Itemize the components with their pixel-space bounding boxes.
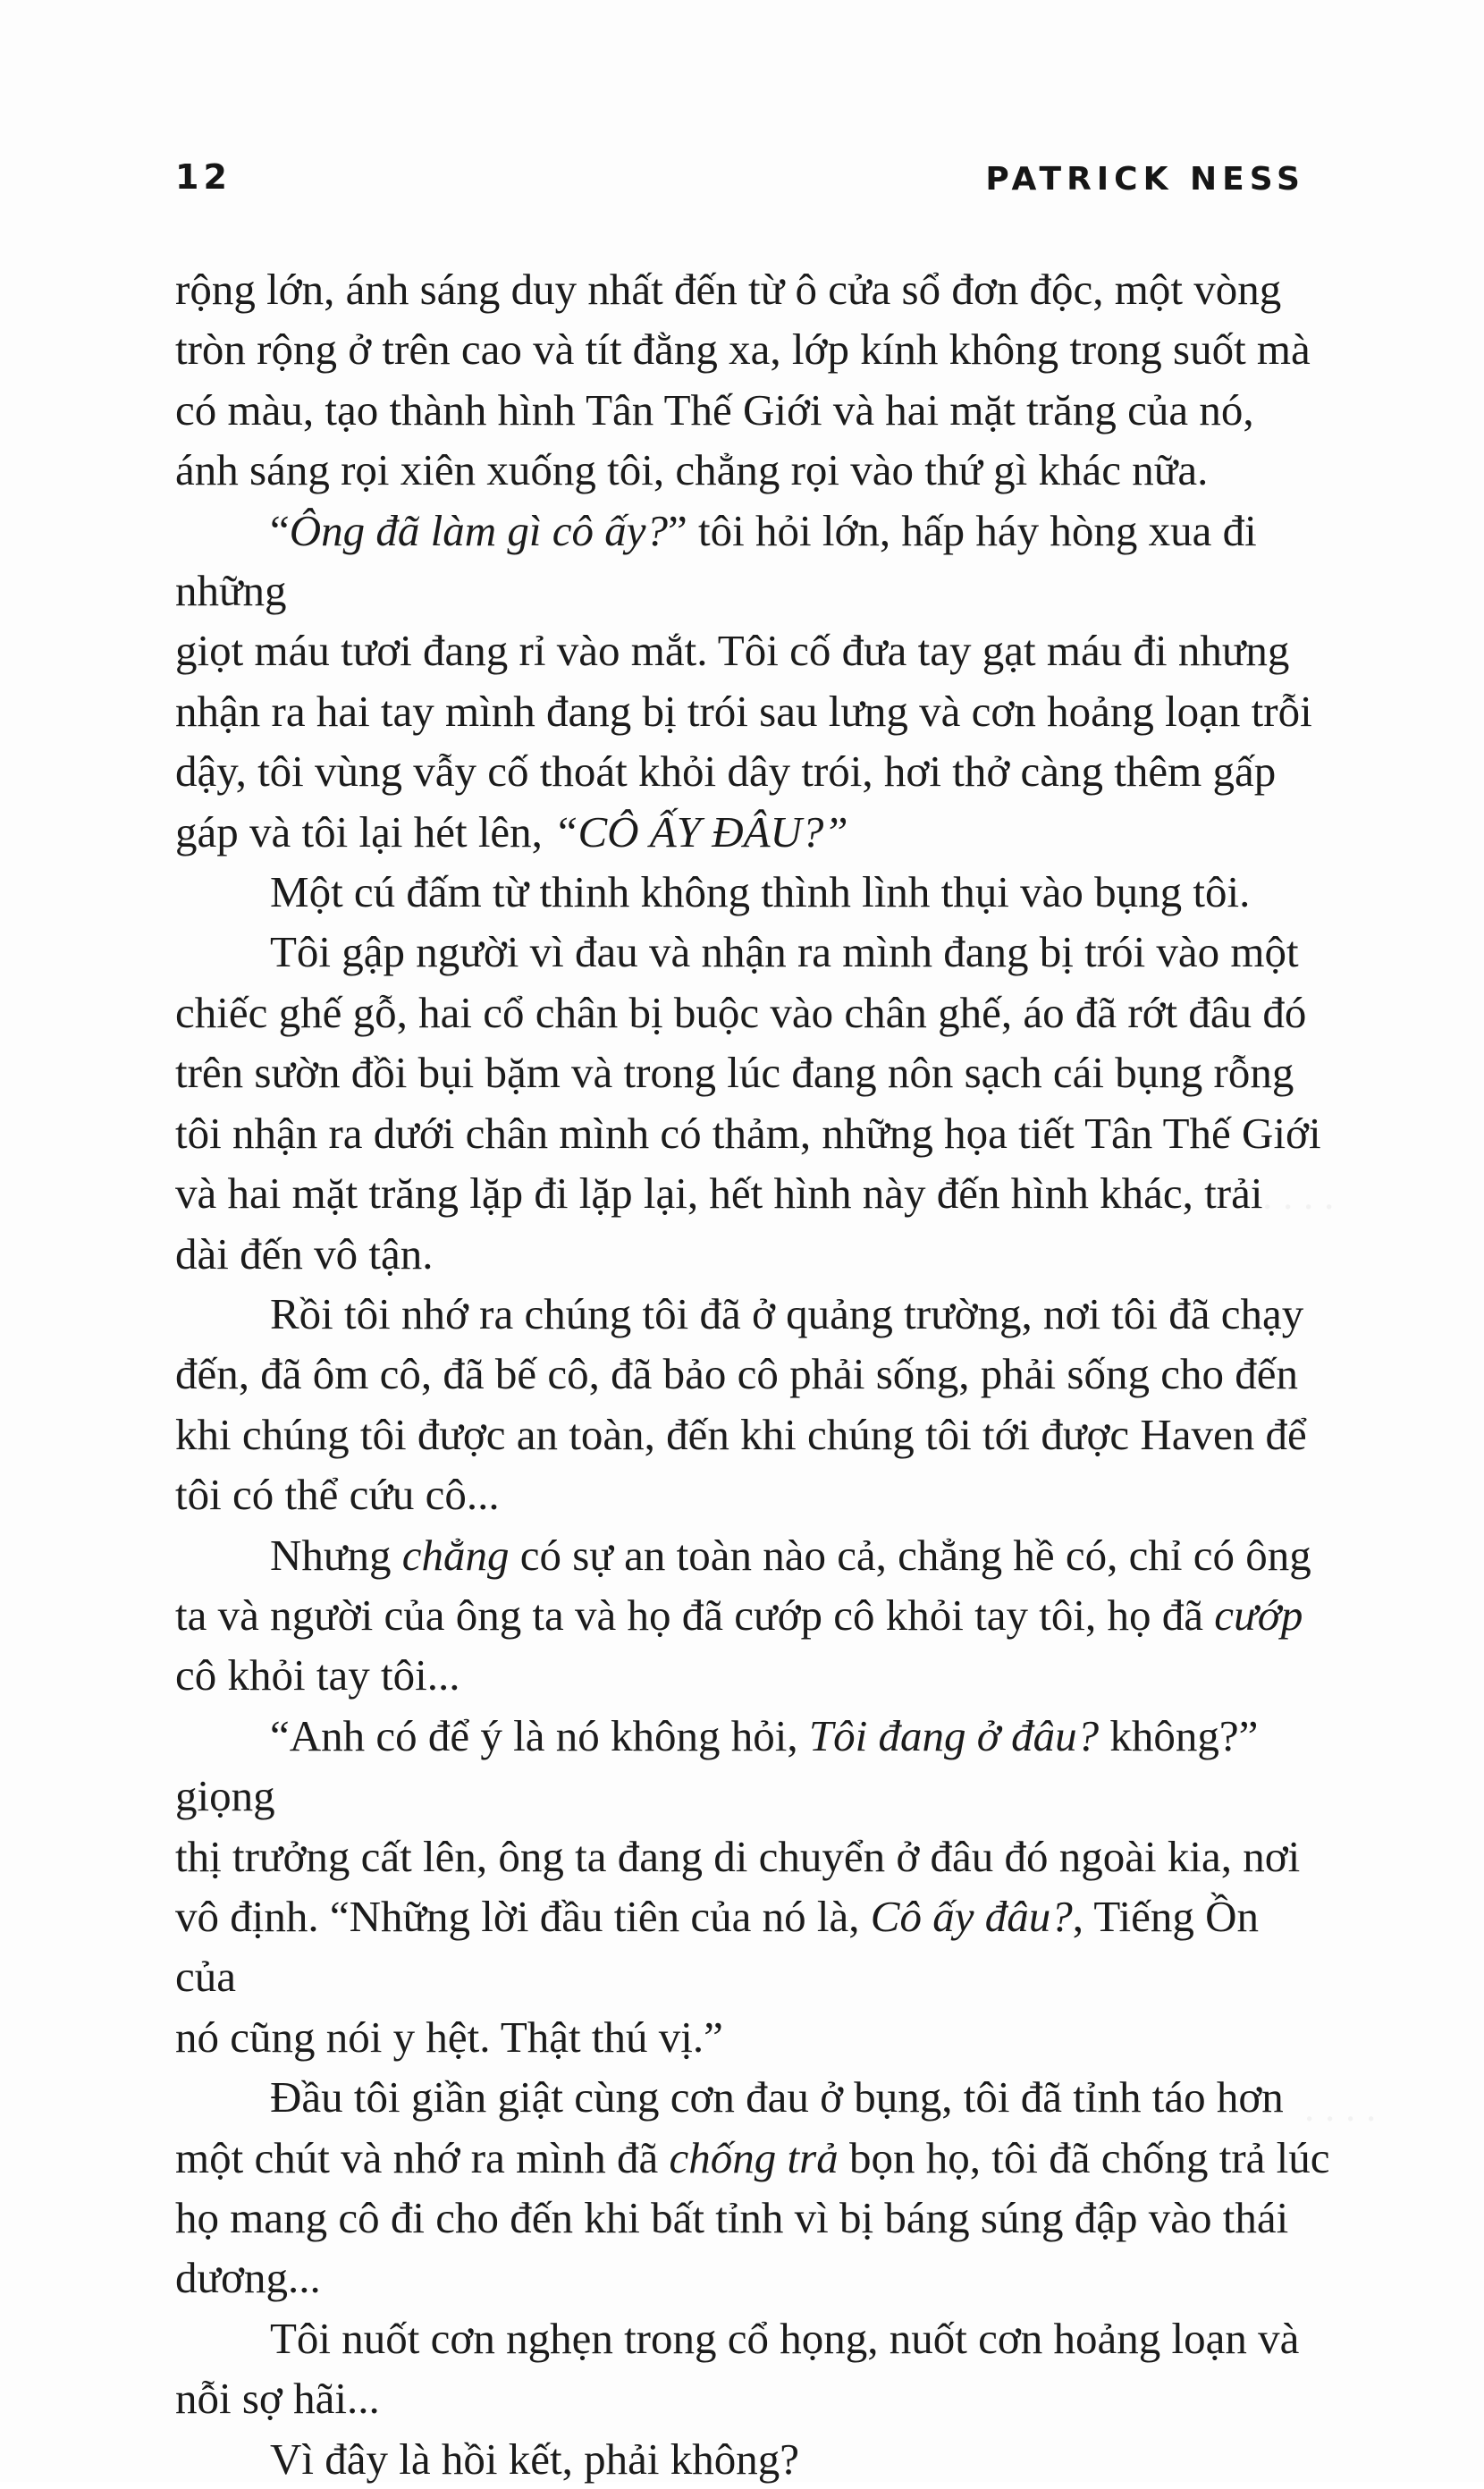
text-run: rộng lớn, ánh sáng duy nhất đến từ ô cửa sổ đơn độc, một vòng (175, 265, 1282, 314)
body-text (175, 259, 1330, 2489)
paragraph (175, 1284, 1330, 1525)
italic-text: Tôi đang ở đâu? (808, 1710, 1100, 1760)
text-run: không?” giọng (175, 1710, 1259, 1821)
text-run: ” tôi hỏi lớn, hấp háy hòng xua đi những (175, 505, 1257, 616)
text-run: và hai mặt trăng lặp đi lặp lại, hết hình này đến hình khác, trải (175, 1169, 1263, 1219)
text-run: tôi nhận ra dưới chân mình có thảm, những họa tiết Tân Thế Giới (175, 1108, 1321, 1158)
paragraph (175, 1706, 1330, 2067)
text-run: Rồi tôi nhớ ra chúng tôi đã ở quảng trường, nơi tôi đã chạy (270, 1288, 1304, 1338)
text-run: Tôi gập người vì đau và nhận ra mình đang bị trói vào một (270, 927, 1299, 977)
page-number: 12 (175, 157, 232, 197)
show-through-shadow (1305, 2083, 1378, 2130)
paragraph (175, 501, 1330, 862)
text-run: nhận ra hai tay mình đang bị trói sau lưng và cơn hoảng loạn trỗi (175, 686, 1312, 736)
text-run: thị trưởng cất lên, ông ta đang di chuyển ở đâu đó ngoài kia, nơi (175, 1831, 1301, 1881)
text-run: dậy, tôi vùng vẫy cố thoát khỏi dây trói, hơi thở càng thêm gấp (175, 747, 1277, 797)
text-run: tôi có thể cứu cô... (175, 1470, 500, 1520)
text-run: , Tiếng Ồn của (175, 1891, 1260, 2002)
text-run: Tôi nuốt cơn nghẹn trong cổ họng, nuốt cơn hoảng loạn và (270, 2313, 1300, 2363)
text-run: tròn rộng ở trên cao và tít đằng xa, lớp kính không trong suốt mà (175, 325, 1311, 375)
text-run: gáp và tôi lại hét lên, (175, 806, 554, 856)
text-run: khi chúng tôi được an toàn, đến khi chúng tôi tới được Haven để (175, 1409, 1307, 1459)
text-run: Vì đây là hồi kết, phải không? (270, 2434, 799, 2484)
text-run: có màu, tạo thành hình Tân Thế Giới và hai mặt trăng của nó, (175, 384, 1254, 435)
text-run: đến, đã ôm cô, đã bế cô, đã bảo cô phải sống, phải sống cho đến (175, 1349, 1298, 1399)
paragraph (175, 2429, 1330, 2489)
text-run: chiếc ghế gỗ, hai cổ chân bị buộc vào chân ghế, áo đã rớt đâu đó (175, 987, 1307, 1037)
italic-text: “CÔ ẤY ĐÂU?” (553, 806, 848, 856)
running-head (175, 157, 1305, 211)
text-run: nó cũng nói y hệt. Thật thú vị.” (175, 2012, 723, 2062)
text-run: vô định. “Những lời đầu tiên của nó là, (175, 1891, 871, 1941)
italic-text: chống trả (669, 2132, 839, 2182)
italic-text: cướp (1214, 1590, 1303, 1640)
text-run: trên sườn đồi bụi bặm và trong lúc đang nôn sạch cái bụng rỗng (175, 1048, 1294, 1098)
text-run: “ (270, 505, 290, 555)
show-through-shadow (1243, 1171, 1336, 1219)
text-run: Nhưng (270, 1530, 402, 1580)
text-run: ánh sáng rọi xiên xuống tôi, chẳng rọi vào thứ gì khác nữa. (175, 445, 1209, 495)
text-run: Một cú đấm từ thinh không thình lình thụi vào bụng tôi. (270, 867, 1251, 917)
text-run: một chút và nhớ ra mình đã (175, 2132, 670, 2182)
text-run: cô khỏi tay tôi... (175, 1650, 460, 1700)
text-run: bọn họ, tôi đã chống trả lúc (838, 2132, 1330, 2182)
paragraph (175, 922, 1330, 1283)
text-run: “Anh có để ý là nó không hỏi, (270, 1710, 809, 1760)
running-head-author: PATRICK NESS (985, 161, 1305, 198)
italic-text: Ông đã làm gì cô ấy? (289, 505, 668, 555)
paragraph (175, 259, 1330, 501)
text-run: họ mang cô đi cho đến khi bất tỉnh vì bị báng súng đập vào thái (175, 2193, 1289, 2242)
text-run: Đầu tôi giần giật cùng cơn đau ở bụng, tôi đã tỉnh táo hơn (270, 2072, 1284, 2122)
paragraph (175, 862, 1330, 922)
text-run: dài đến vô tận. (175, 1228, 434, 1278)
paragraph (175, 2308, 1330, 2429)
text-run: ta và người của ông ta và họ đã cướp cô khỏi tay tôi, họ đã (175, 1590, 1215, 1640)
text-run: nỗi sợ hãi... (175, 2374, 380, 2424)
text-run: có sự an toàn nào cả, chẳng hề có, chỉ có ông (509, 1530, 1311, 1580)
text-run: giọt máu tươi đang rỉ vào mắt. Tôi cố đưa tay gạt máu đi nhưng (175, 626, 1290, 676)
italic-text: Cô ấy đâu? (870, 1891, 1073, 1941)
italic-text: chẳng (401, 1530, 510, 1580)
paragraph (175, 2067, 1330, 2308)
paragraph (175, 1525, 1330, 1706)
text-run: dương... (175, 2253, 321, 2303)
